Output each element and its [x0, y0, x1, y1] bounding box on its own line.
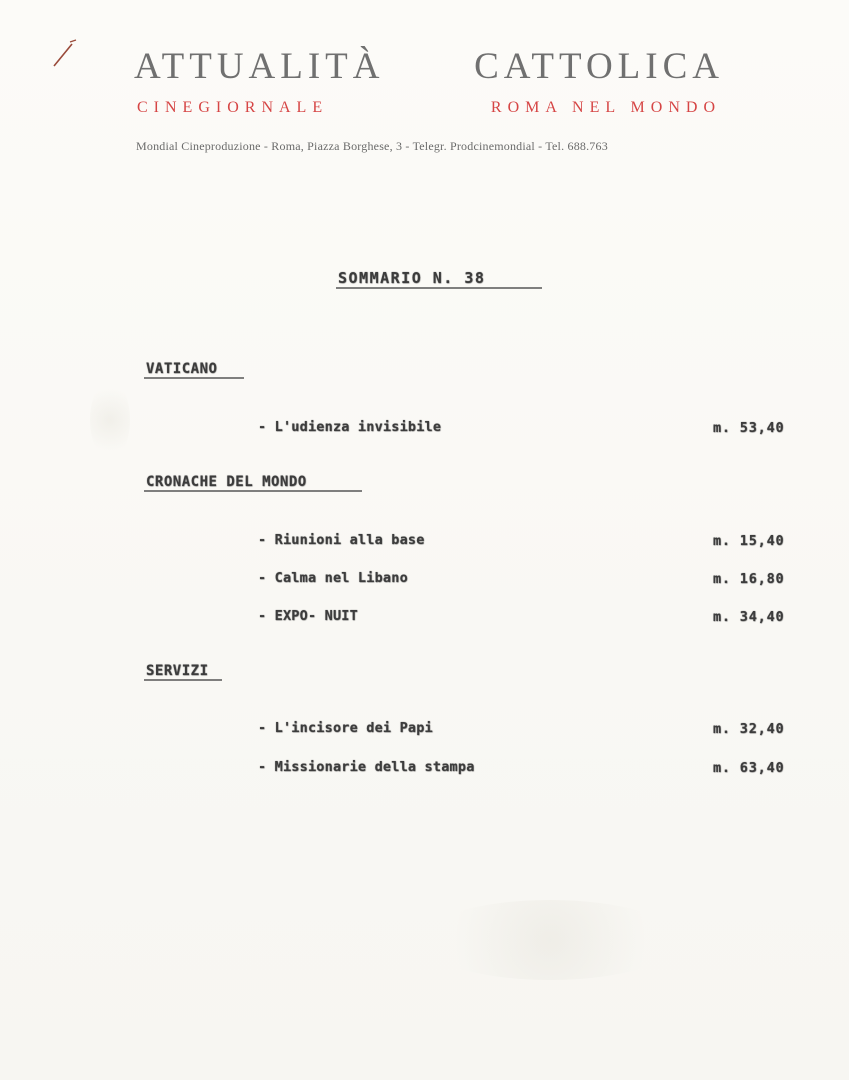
- list-item-label: - Missionarie della stampa: [258, 759, 475, 775]
- paper-stain: [420, 900, 680, 980]
- letterhead-subtitle: [137, 100, 721, 116]
- list-item-label: - Calma nel Libano: [258, 570, 408, 586]
- list-item-measure: m. 63,40: [713, 760, 785, 776]
- list-item-measure: m. 15,40: [713, 533, 785, 549]
- list-item-label: - Riunioni alla base: [258, 532, 425, 548]
- section-underline: [144, 490, 362, 492]
- pen-mark-icon: [46, 36, 82, 72]
- letterhead-subtitle-right: ROMA NEL MONDO: [490, 99, 721, 116]
- list-item-measure: m. 53,40: [713, 420, 785, 436]
- section-underline: [144, 377, 244, 379]
- summary-title: SOMMARIO N. 38: [338, 269, 486, 287]
- letterhead-title-right: CATTOLICA: [474, 46, 724, 87]
- list-item-measure: m. 34,40: [713, 609, 785, 625]
- letterhead-subtitle-left: CINEGIORNALE: [137, 99, 329, 116]
- list-item-label: - L'incisore dei Papi: [258, 720, 433, 736]
- letterhead-title-left: ATTUALITÀ: [134, 46, 385, 87]
- list-item-measure: m. 32,40: [713, 721, 785, 737]
- summary-title-underline: [336, 287, 542, 289]
- letterhead-title: [134, 48, 724, 85]
- letterhead-address: Mondial Cineproduzione - Roma, Piazza Borghese, 3 - Telegr. Prodcinemondial - Tel. 688.763: [136, 139, 608, 153]
- list-item-label: - L'udienza invisibile: [258, 419, 442, 435]
- section-title-cronache: CRONACHE DEL MONDO: [146, 474, 307, 490]
- paper-stain: [90, 380, 130, 460]
- section-underline: [144, 679, 222, 681]
- section-title-vaticano: VATICANO: [146, 361, 218, 377]
- list-item-label: - EXPO- NUIT: [258, 608, 358, 624]
- section-title-servizi: SERVIZI: [146, 663, 209, 679]
- list-item-measure: m. 16,80: [713, 571, 785, 587]
